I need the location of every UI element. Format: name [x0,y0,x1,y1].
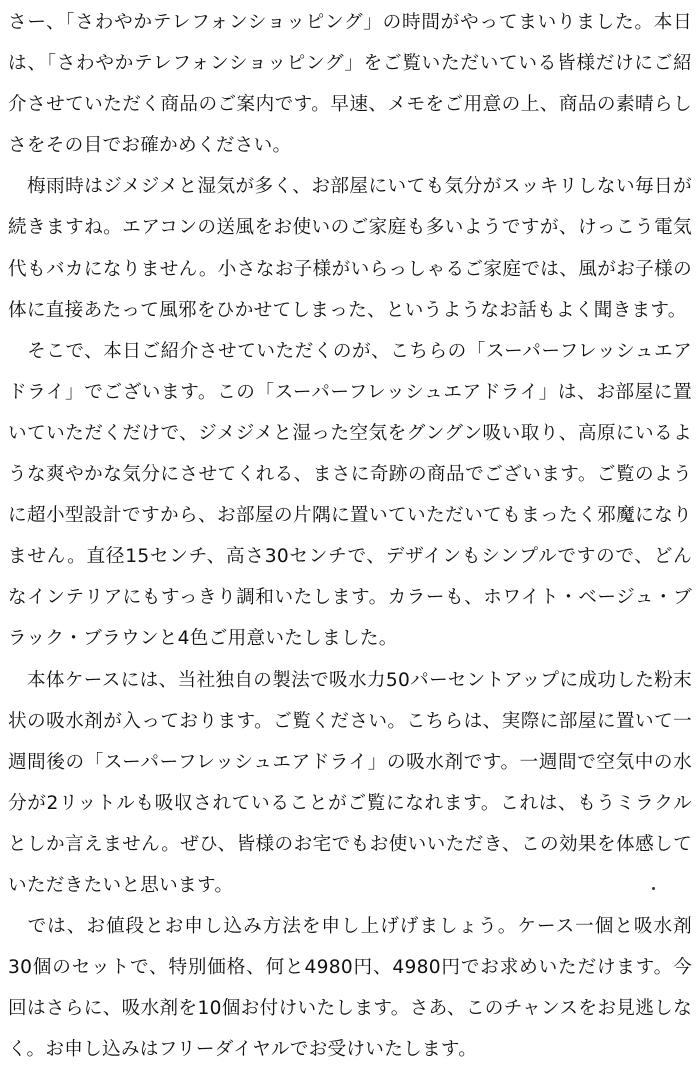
paragraph-4: 本体ケースには、当社独自の製法で吸水力50パーセントアップに成功した粉末状の吸水剤が入っております。ご覧ください。こちらは、実際に部屋に置いて一週間後の「スーパーフレッシュエアドライ」の吸水剤です。一週間で空気中の水分が2リットルも吸収されていることがご覧になれます。これは、もうミラクルとしか言えません。ぜひ、皆様のお宅でもお使いいただき、この効果を体感していただきたいと思います。 [8,669,692,896]
paragraph-2: 梅雨時はジメジメと湿気が多く、お部屋にいても気分がスッキリしない毎日が続きますね。エアコンの送風をお使いのご家庭も多いようですが、けっこう電気代もバカになりません。小さなお子様がいらっしゃるご家庭では、風がお子様の体に直接あたって風邪をひかせてしまった、というようなお話もよく聞きます。 [8,176,692,321]
paragraph-3: そこで、本日ご紹介させていただくのが、こちらの「スーパーフレッシュエアドライ」でございます。この「スーパーフレッシュエアドライ」は、お部屋に置いていただくだけで、ジメジメと湿った空気をグングン吸い取り、高原にいるような爽やかな気分にさせてくれる、まさに奇跡の商品でございます。ご覧のように超小型設計ですから、お部屋の片隅に置いていただいてもまったく邪魔になりません。直径15センチ、高さ30センチで、デザインもシンプルですので、どんなインテリアにもすっきり調和いたします。カラーも、ホワイト・ベージュ・ブラック・ブラウンと4色ご用意いたしました。 [8,340,692,650]
paragraph-1: さー、「さわやかテレフォンショッピング」の時間がやってまいりました。本日は、「さわやかテレフォンショッピング」をご覧いただいている皆様だけにご紹介させていただく商品のご案内です。早速、メモをご用意の上、商品の素晴らしさをその目でお確かめください。 [8,12,692,157]
paragraph-5: では、お値段とお申し込み方法を申し上げげましょう。ケース一個と吸水剤30個のセットで、特別価格、何と4980円、4980円でお求めいただけます。今回はさらに、吸水剤を10個お付けいたします。さあ、このチャンスをお見逃しなく。お申し込みはフリーダイヤルでお受けいたします。 [8,916,692,1061]
stray-dot-mark [652,887,655,890]
